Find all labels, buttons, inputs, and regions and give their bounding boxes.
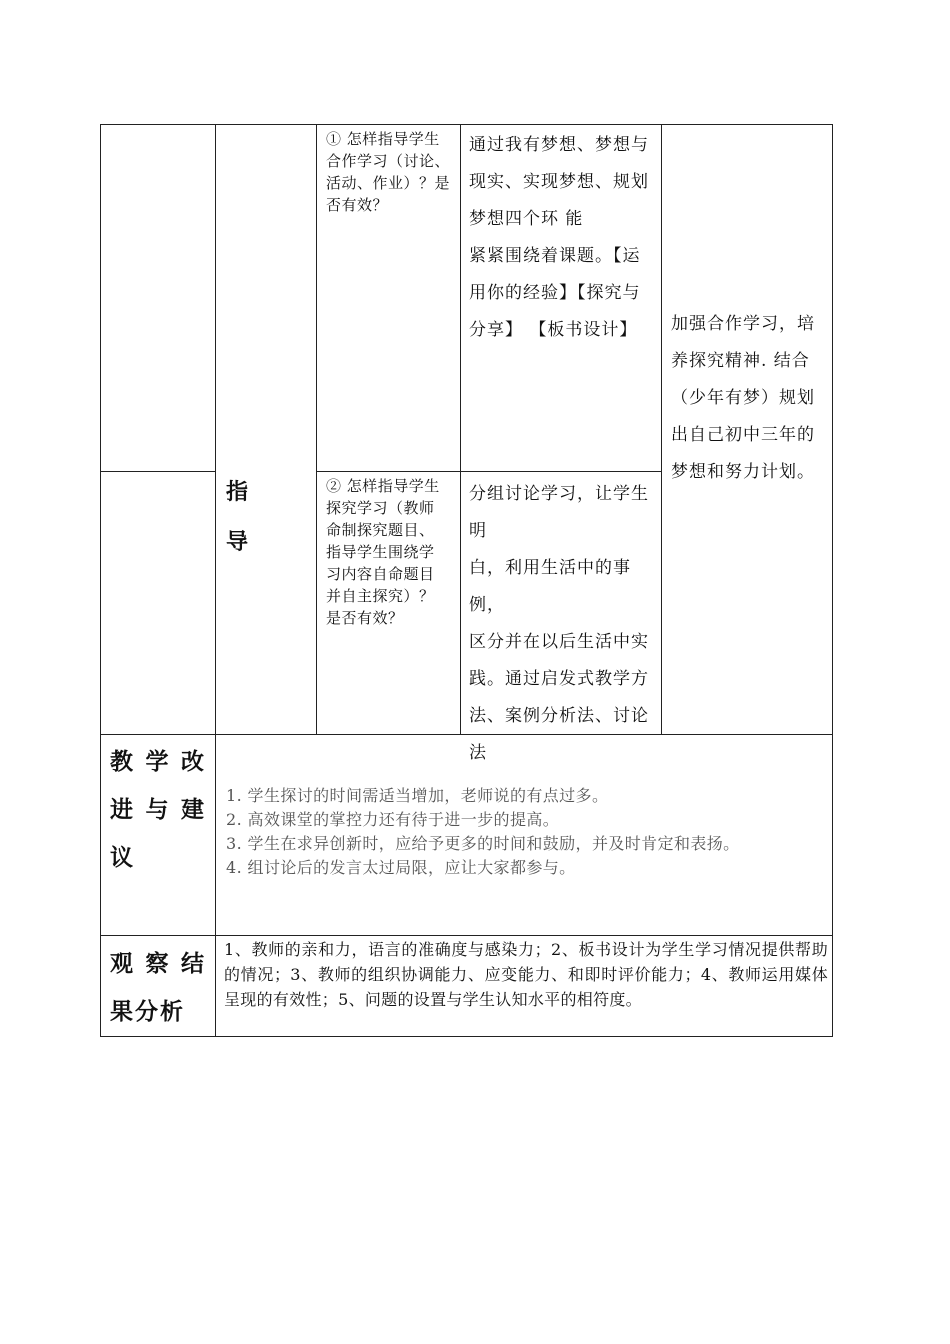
list-item: 1. 学生探讨的时间需适当增加，老师说的有点过多。 (226, 786, 609, 805)
improvement-label-char: 与 (145, 797, 171, 823)
row-divider-guidance-improvement (100, 734, 833, 735)
observation-label (110, 940, 206, 1036)
observation-label-char: 观 (110, 951, 135, 977)
table-border-top (100, 124, 833, 125)
table-border-bottom (100, 1036, 833, 1037)
list-item: 3. 学生在求异创新时，应给予更多的时间和鼓励，并及时肯定和表扬。 (226, 834, 740, 853)
table-border-left (100, 124, 101, 1037)
col-divider-1 (215, 124, 216, 1037)
question-inquiry-learning: ② 怎样指导学生 探究学习（教师 命制探究题目、 指导学生围绕学 习内容自命题目 并自主探究）？ 是否有效？ (326, 477, 440, 627)
observation-label-row-1 (110, 940, 206, 988)
guidance-label-char-2: 导 (226, 530, 249, 555)
col-divider-4 (661, 124, 662, 735)
improvement-label-char: 改 (181, 749, 206, 775)
improvement-label-char: 进 (110, 797, 135, 823)
list-item: 4. 组讨论后的发言太过局限，应让大家都参与。 (226, 858, 576, 877)
improvement-list (226, 784, 828, 880)
improvement-label-char: 学 (145, 749, 171, 775)
list-item: 2. 高效课堂的掌控力还有待于进一步的提高。 (226, 810, 560, 829)
observation-analysis-text: 1、教师的亲和力，语言的准确度与感染力；2、板书设计为学生学习情况提供帮助的情况；3、教师的组织协调能力、应变能力、和即时评价能力；4、教师运用媒体呈现的有效性；5、问题的设置与学生认知水平的相符度。 (224, 940, 828, 1009)
improvement-label (110, 738, 206, 882)
improvement-label-row-1 (110, 738, 206, 786)
observation-label-char: 果分析 (110, 999, 185, 1025)
method-cooperative-learning: 通过我有梦想、梦想与 现实、实现梦想、规划 梦想四个环 能 紧紧围绕着课题。【运 用你的经验】【探究与 分享】 【板书设计】 (469, 135, 649, 340)
improvement-label-char: 建 (181, 797, 206, 823)
observation-label-row-2 (110, 988, 206, 1036)
improvement-label-row-2 (110, 786, 206, 834)
col-divider-2 (316, 124, 317, 735)
method-inquiry-learning: 分组讨论学习，让学生明 白，利用生活中的事例， 区分并在以后生活中实 践。通过启发式教学方 法、案例分析法、讨论 法 (469, 484, 649, 763)
observation-label-char: 察 (145, 951, 171, 977)
col-divider-3 (460, 124, 461, 735)
row-divider-improvement-observation (100, 935, 833, 936)
improvement-label-char: 教 (110, 749, 135, 775)
guidance-label-char-1: 指 (226, 480, 249, 505)
guidance-remark: 加强合作学习，培 养探究精神. 结合 （少年有梦）规划 出自己初中三年的 梦想和努力计划。 (671, 314, 815, 482)
row-divider-q1-q2-mid (316, 471, 661, 472)
table-border-right (832, 124, 833, 1037)
observation-label-char: 结 (181, 951, 206, 977)
improvement-label-row-3 (110, 834, 206, 882)
guidance-label (226, 468, 248, 568)
question-cooperative-learning: ① 怎样指导学生 合作学习（讨论、 活动、作业）？是 否有效？ (326, 130, 451, 214)
row-divider-q1-q2-left (100, 471, 216, 472)
improvement-label-char: 议 (110, 845, 135, 871)
